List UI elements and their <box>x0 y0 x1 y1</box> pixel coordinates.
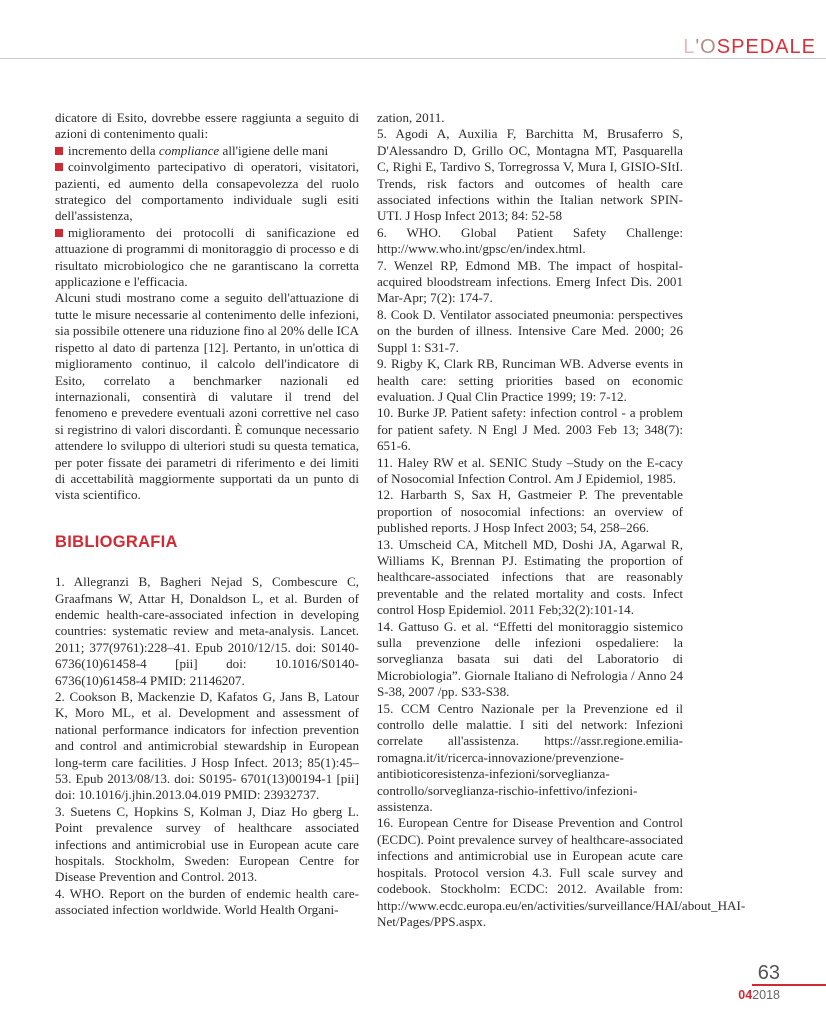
square-bullet-icon <box>55 147 63 155</box>
bullet-text: incremento della <box>68 142 159 158</box>
reference-item: 3. Suetens C, Hopkins S, Kolman J, Diaz Ho gberg L. Point prevalence survey of healthcare associated infections and antimicrobial use in European acute care hospitals. Stockholm, Sweden: European Centre for Disease Prevention and Control. 2013. <box>55 803 359 885</box>
reference-item: 12. Harbarth S, Sax H, Gastmeier P. The preventable proportion of nosocomial infections: an overview of published reports. J Hosp Infect 2003; 54, 258–266. <box>377 487 683 536</box>
reference-item: 11. Haley RW et al. SENIC Study –Study on the E-cacy of Nosocomial Infection Control. Am J Epidemiol, 1985. <box>377 454 683 486</box>
reference-item: 14. Gattuso G. et al. “Effetti del monitoraggio sistemico sulla prevenzione delle infezioni ospedaliere: la sorveglianza basata sui dati del Laboratorio di Microbiologia”. Giornale Italiano di Nefrologia / Anno 24 S-38, 2007 /pp. S33-S38. <box>377 618 683 700</box>
reference-item: 10. Burke JP. Patient safety: infection control - a problem for patient safety. N Engl J Med. 2003 Feb 13; 348(7): 651-6. <box>377 405 683 454</box>
reference-item: 2. Cookson B, Mackenzie D, Kafatos G, Jans B, Latour K, Moro ML, et al. Development and assessment of national performance indicators for infection prevention and control and antimicrobial stewardship in European long-term care facilities. J Hosp Infect. 2013; 85(1):45–53. Epub 2013/08/13. doi: S0195- 6701(13)00194-1 [pii] doi: 10.1016/j.jhin.2013.04.019 PMID: 23932737. <box>55 689 359 803</box>
bullet-item-1 <box>55 143 359 159</box>
reference-item: 7. Wenzel RP, Edmond MB. The impact of hospital-acquired bloodstream infections. Emerg Infect Dis. 2001 Mar-Apr; 7(2): 174-7. <box>377 257 683 306</box>
reference-item: zation, 2011. <box>377 110 445 125</box>
magazine-logo <box>683 36 816 58</box>
reference-item: 13. Umscheid CA, Mitchell MD, Doshi JA, Agarwal R, Williams K, Brennan PJ. Estimating the proportion of healthcare-associated infections that are reasonably preventable and the related mortality and costs. Infect control Hosp Epidemiol. 2011 Feb;32(2):101-14. <box>377 536 683 618</box>
reference-item: 8. Cook D. Ventilator associated pneumonia: perspectives on the burden of illness. Intensive Care Med. 2000; 26 Suppl 1: S31-7. <box>377 306 683 355</box>
reference-item: 15. CCM Centro Nazionale per la Prevenzione ed il controllo delle malattie. I siti del network: Infezioni correlate all'assistenza. https://assr.regione.emilia-romagna.it/it/ricerca-innovazione/prevenzione-antibioticoresistenza-infezioni/sorveglianza-controllo/sorveglianza-rischio-infettivo/infezioni-assistenza. <box>377 700 683 815</box>
footer-rule <box>752 984 826 986</box>
reference-item: 4. WHO. Report on the burden of endemic health care-associated infection worldwide. World Health Organi- <box>55 885 359 918</box>
square-bullet-icon <box>55 163 63 171</box>
page-number: 63 <box>757 962 780 984</box>
bullet-emphasis: compliance <box>158 142 220 158</box>
logo-letter-l: L <box>683 36 696 58</box>
issue-number: 04 <box>738 988 753 1002</box>
bullet-item-3 <box>55 225 359 291</box>
bullet-text: all'igiene delle mani <box>219 142 329 158</box>
reference-item: 9. Rigby K, Clark RB, Runciman WB. Adverse events in health care: setting priorities based on economic evaluation. J Qual Clin Practice 1999; 19: 7-12. <box>377 356 683 404</box>
left-column <box>55 110 359 919</box>
body-paragraph: Alcuni studi mostrano come a seguito dell'attuazione di tutte le misure necessarie al contenimento delle infezioni, sia possibile ottenere una riduzione fino al 20% delle ICA rispetto al dato di partenza [12]. Pertanto, in un'ottica di miglioramento continuo, il calcolo dell'indicatore di Esito, correlato a benchmarker nazionali ed internazionali, consentirà di valutare il trend del fenomeno e prevedere eventuali azoni correttive nel caso si registrino di valori discordanti. È comunque necessario attendere lo sviluppo di ulteriori studi su questa tematica, per poter fissate dei parametri di riferimento e dei limiti di accettabilità maggiormente supportati da un punto di vista scientifico. <box>55 290 359 503</box>
logo-letter-o: 'O <box>695 36 717 58</box>
bibliography-heading: BIBLIOGRAFIA <box>55 532 178 551</box>
issue-year: 2018 <box>752 988 780 1002</box>
reference-item: 5. Agodi A, Auxilia F, Barchitta M, Brusaferro S, D'Alessandro D, Grillo OC, Montagna MT, Pasquarella C, Righi E, Tardivo S, Torregrossa V, Mura I, GISIO-SItI. Trends, risk factors and outcomes of health care associated infections within the Italian network SPIN-UTI. J Hosp Infect 2013; 84: 52-58 <box>377 126 683 224</box>
intro-text: dicatore di Esito, dovrebbe essere raggiunta a seguito di azioni di contenimento quali: <box>55 110 359 142</box>
issue-label <box>738 988 780 1002</box>
bullet-text: coinvolgimento partecipativo di operatori, visitatori, pazienti, ed aumento della consapevolezza del ruolo strategico del comportamento individuale sugli esiti dell'assistenza, <box>55 159 359 224</box>
bullet-item-2 <box>55 159 359 225</box>
header-rule <box>0 58 826 59</box>
square-bullet-icon <box>55 229 63 237</box>
reference-item: 1. Allegranzi B, Bagheri Nejad S, Combescure C, Graafmans W, Attar H, Donaldson L, et al. Burden of endemic health-care-associated infection in developing countries: systematic review and meta-analysis. Lancet. 2011; 377(9761):228–41. Epub 2010/12/15. doi: S0140-6736(10)61458-4 [pii] doi: 10.1016/S0140-6736(10)61458-4 PMID: 21146207. <box>55 574 359 688</box>
reference-item: 16. European Centre for Disease Prevention and Control (ECDC). Point prevalence survey of healthcare-associated infections and antimicrobial use in European acute care hospitals. Protocol version 4.3. Full scale survey and codebook. Stockholm: ECDC: 2012. Available from: http://www.ecdc.europa.eu/en/activities/surveillance/HAI/about_HAI-Net/Pages/PPS.aspx. <box>377 815 746 929</box>
logo-word: SPEDALE <box>716 36 816 58</box>
bullet-text: miglioramento dei protocolli di sanificazione ed attuazione di programmi di monitoraggio di processo e di risultato microbiologico che ne garantiscano la corretta applicazione e l'efficacia. <box>55 224 359 290</box>
right-column <box>377 110 746 930</box>
reference-item: 6. WHO. Global Patient Safety Challenge: http://www.who.int/gpsc/en/index.html. <box>377 224 683 257</box>
